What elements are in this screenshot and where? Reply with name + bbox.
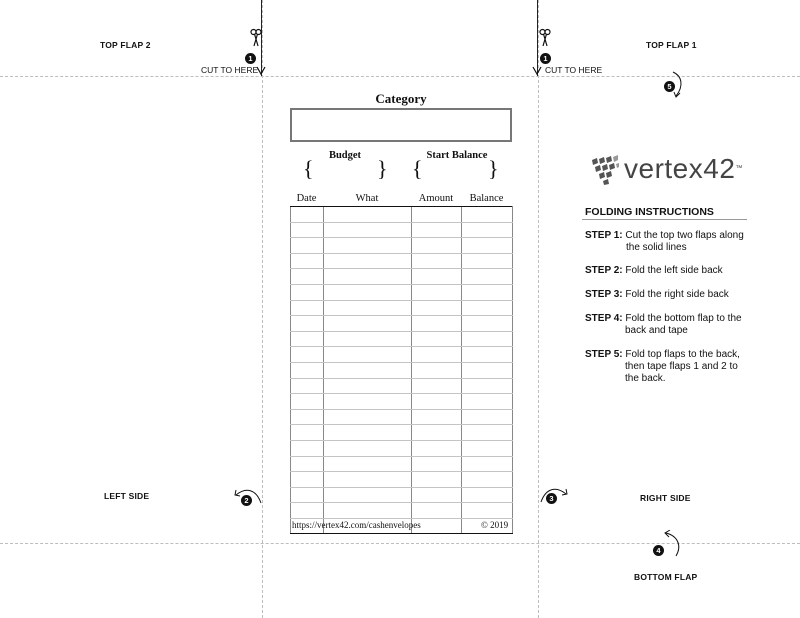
ledger-cell-balance[interactable]: [462, 472, 513, 488]
ledger-cell-date[interactable]: [291, 222, 324, 238]
scissors-icon: [539, 28, 551, 48]
ledger-row: [291, 253, 513, 269]
ledger-cell-amount[interactable]: [412, 503, 462, 519]
column-header-balance: Balance: [469, 193, 504, 204]
right-side-label: RIGHT SIDE: [640, 493, 691, 503]
ledger-cell-balance[interactable]: [462, 425, 513, 441]
ledger-row: [291, 487, 513, 503]
ledger-cell-date[interactable]: [291, 409, 324, 425]
ledger-cell-amount[interactable]: [412, 378, 462, 394]
ledger-cell-balance[interactable]: [462, 378, 513, 394]
ledger-cell-what[interactable]: [324, 487, 412, 503]
ledger-row: [291, 269, 513, 285]
step-label: STEP 2:: [585, 265, 623, 276]
instructions-divider: [582, 219, 747, 220]
step-text: Fold the right side back: [625, 289, 729, 300]
step-marker: 3: [546, 493, 557, 504]
ledger-cell-date[interactable]: [291, 362, 324, 378]
ledger-cell-what[interactable]: [324, 394, 412, 410]
step-text: Fold the bottom flap to the: [625, 313, 742, 324]
ledger-cell-date[interactable]: [291, 238, 324, 254]
ledger-row: [291, 425, 513, 441]
step-label: STEP 3:: [585, 289, 623, 300]
ledger-cell-balance[interactable]: [462, 347, 513, 363]
ledger-cell-balance[interactable]: [462, 316, 513, 332]
ledger-cell-date[interactable]: [291, 425, 324, 441]
ledger-row: [291, 207, 513, 223]
budget-brace-open: {: [303, 156, 314, 181]
ledger-cell-balance[interactable]: [462, 284, 513, 300]
instruction-step-2: [585, 265, 765, 277]
logo-text: vertex42: [624, 153, 736, 184]
ledger-cell-amount[interactable]: [412, 207, 462, 223]
budget-label: Budget: [328, 150, 362, 161]
ledger-row: [291, 284, 513, 300]
column-header-what: What: [355, 193, 379, 204]
ledger-cell-what[interactable]: [324, 222, 412, 238]
ledger-cell-balance[interactable]: [462, 238, 513, 254]
start-balance-input[interactable]: [425, 160, 485, 180]
step-label: STEP 1:: [585, 230, 623, 241]
fold-arrow-icon: [232, 485, 264, 507]
fold-arrow-icon: [670, 70, 686, 100]
ledger-cell-balance[interactable]: [462, 331, 513, 347]
ledger-cell-amount[interactable]: [412, 425, 462, 441]
step-marker: 1: [245, 53, 256, 64]
step-label: STEP 4:: [585, 313, 623, 324]
ledger-row: [291, 440, 513, 456]
ledger-row: [291, 238, 513, 254]
fold-line-left: [262, 0, 263, 618]
step-text-cont: back and tape: [625, 325, 688, 336]
ledger-cell-what[interactable]: [324, 207, 412, 223]
step-text-cont: then tape flaps 1 and 2 to: [625, 361, 738, 372]
left-side-label: LEFT SIDE: [104, 491, 150, 501]
top-flap-1-label: TOP FLAP 1: [646, 40, 697, 50]
ledger-cell-what[interactable]: [324, 362, 412, 378]
ledger-cell-date[interactable]: [291, 253, 324, 269]
ledger-cell-amount[interactable]: [412, 331, 462, 347]
logo-trademark: ™: [735, 165, 743, 172]
cut-to-here-label: CUT TO HERE: [201, 65, 259, 75]
ledger-row: [291, 503, 513, 519]
ledger-row: [291, 347, 513, 363]
ledger-cell-date[interactable]: [291, 207, 324, 223]
ledger-row: [291, 378, 513, 394]
ledger-row: [291, 362, 513, 378]
step-text: Cut the top two flaps along: [625, 230, 744, 241]
ledger-cell-date[interactable]: [291, 300, 324, 316]
ledger-cell-amount[interactable]: [412, 316, 462, 332]
instruction-step-3: [585, 289, 765, 301]
ledger-cell-date[interactable]: [291, 440, 324, 456]
footer-url: https://vertex42.com/cashenvelopes: [292, 520, 421, 530]
ledger-row: [291, 222, 513, 238]
ledger-cell-balance[interactable]: [462, 503, 513, 519]
ledger-cell-amount[interactable]: [412, 394, 462, 410]
ledger-cell-balance[interactable]: [462, 222, 513, 238]
instruction-step-5: [585, 349, 765, 385]
top-flap-2-label: TOP FLAP 2: [100, 40, 151, 50]
budget-input[interactable]: [316, 160, 374, 180]
step-text-cont: the solid lines: [626, 242, 687, 253]
ledger-cell-amount[interactable]: [412, 456, 462, 472]
fold-line-right: [538, 0, 539, 618]
step-text: Fold top flaps to the back,: [625, 349, 740, 360]
instruction-step-4: [585, 313, 765, 337]
ledger-row: [291, 316, 513, 332]
category-title: Category: [375, 91, 427, 106]
ledger-cell-amount[interactable]: [412, 472, 462, 488]
scissors-icon: [250, 28, 262, 48]
ledger-cell-amount[interactable]: [412, 487, 462, 503]
ledger-cell-amount[interactable]: [412, 409, 462, 425]
ledger-cell-date[interactable]: [291, 269, 324, 285]
ledger-cell-what[interactable]: [324, 300, 412, 316]
ledger-cell-amount[interactable]: [412, 253, 462, 269]
ledger-cell-what[interactable]: [324, 425, 412, 441]
vertex42-logo: [624, 153, 743, 185]
step-marker: 1: [540, 53, 551, 64]
fold-arrow-icon: [660, 530, 682, 558]
ledger-cell-balance[interactable]: [462, 440, 513, 456]
ledger-cell-date[interactable]: [291, 456, 324, 472]
ledger-cell-date[interactable]: [291, 503, 324, 519]
ledger-cell-what[interactable]: [324, 253, 412, 269]
column-header-date: Date: [296, 193, 317, 204]
cut-to-here-label: CUT TO HERE: [545, 65, 603, 75]
ledger-cell-date[interactable]: [291, 316, 324, 332]
ledger-cell-amount[interactable]: [412, 284, 462, 300]
ledger-cell-amount[interactable]: [412, 440, 462, 456]
ledger-cell-balance[interactable]: [462, 409, 513, 425]
ledger-cell-amount[interactable]: [412, 269, 462, 285]
ledger-cell-what[interactable]: [324, 347, 412, 363]
ledger-row: [291, 300, 513, 316]
budget-brace-close: }: [377, 156, 388, 181]
ledger-cell-amount[interactable]: [412, 362, 462, 378]
step-marker: 2: [241, 495, 252, 506]
cut-line-right: [537, 0, 538, 76]
start-balance-label: Start Balance: [426, 150, 488, 161]
ledger-cell-what[interactable]: [324, 284, 412, 300]
ledger-cell-what[interactable]: [324, 409, 412, 425]
ledger-cell-what[interactable]: [324, 331, 412, 347]
ledger-row: [291, 409, 513, 425]
ledger-cell-date[interactable]: [291, 487, 324, 503]
ledger-cell-amount[interactable]: [412, 238, 462, 254]
ledger-cell-what[interactable]: [324, 472, 412, 488]
ledger-cell-balance[interactable]: [462, 269, 513, 285]
vertex42-logo-mark-icon: [590, 154, 620, 186]
ledger-cell-balance[interactable]: [462, 253, 513, 269]
ledger-cell-date[interactable]: [291, 394, 324, 410]
step-text: Fold the left side back: [625, 265, 723, 276]
instruction-step-1: [585, 230, 765, 254]
folding-instructions-title: FOLDING INSTRUCTIONS: [585, 206, 714, 218]
ledger-cell-date[interactable]: [291, 347, 324, 363]
ledger-cell-amount[interactable]: [412, 300, 462, 316]
ledger-cell-what[interactable]: [324, 456, 412, 472]
ledger-cell-what[interactable]: [324, 238, 412, 254]
step-label: STEP 5:: [585, 349, 623, 360]
ledger-cell-balance[interactable]: [462, 300, 513, 316]
balance-brace-close: }: [488, 156, 499, 181]
balance-brace-open: {: [412, 156, 423, 181]
category-input[interactable]: [290, 108, 512, 142]
ledger-cell-balance[interactable]: [462, 362, 513, 378]
step-text-cont: the back.: [625, 373, 666, 384]
ledger-cell-date[interactable]: [291, 284, 324, 300]
ledger-row: [291, 456, 513, 472]
ledger-cell-balance[interactable]: [462, 394, 513, 410]
column-header-amount: Amount: [418, 193, 454, 204]
ledger-cell-balance[interactable]: [462, 456, 513, 472]
step-marker: 5: [664, 81, 675, 92]
footer-copyright: © 2019: [481, 520, 509, 530]
ledger-cell-what[interactable]: [324, 440, 412, 456]
fold-arrow-icon: [538, 484, 570, 506]
transaction-ledger: [290, 206, 513, 534]
ledger-cell-date[interactable]: [291, 378, 324, 394]
ledger-cell-what[interactable]: [324, 316, 412, 332]
ledger-cell-balance[interactable]: [462, 487, 513, 503]
ledger-cell-what[interactable]: [324, 269, 412, 285]
ledger-row: [291, 394, 513, 410]
cut-arrow-icon: [532, 66, 542, 76]
step-marker: 4: [653, 545, 664, 556]
ledger-cell-what[interactable]: [324, 378, 412, 394]
bottom-flap-label: BOTTOM FLAP: [634, 572, 698, 582]
ledger-cell-balance[interactable]: [462, 207, 513, 223]
ledger-cell-date[interactable]: [291, 331, 324, 347]
ledger-row: [291, 472, 513, 488]
ledger-cell-date[interactable]: [291, 472, 324, 488]
ledger-row: [291, 331, 513, 347]
ledger-cell-what[interactable]: [324, 503, 412, 519]
ledger-cell-amount[interactable]: [412, 347, 462, 363]
ledger-cell-amount[interactable]: [412, 222, 462, 238]
